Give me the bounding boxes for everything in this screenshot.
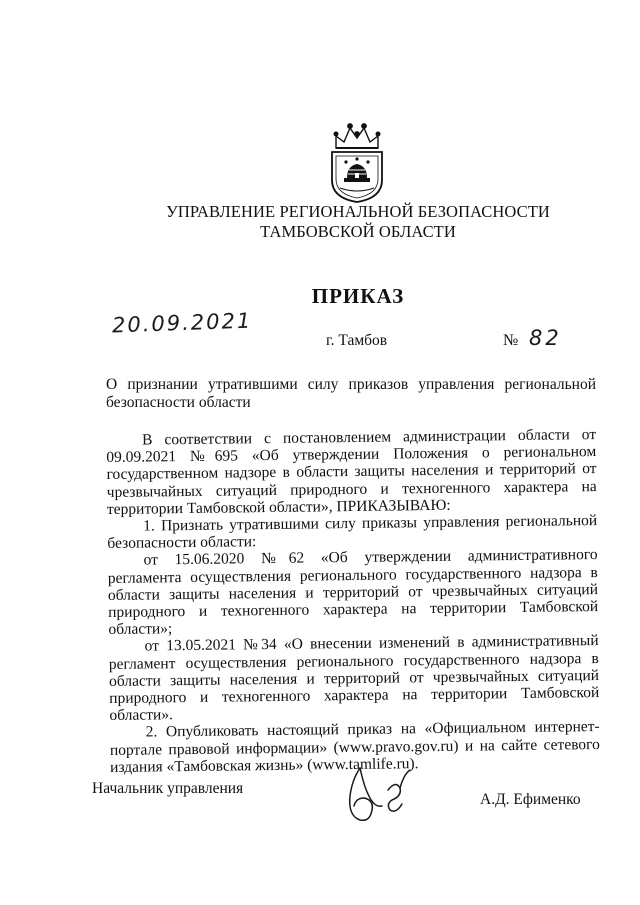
document-subject: О признании утратившими силу приказов управления региональной безопасности области (106, 376, 596, 411)
city: г. Тамбов (326, 332, 388, 349)
document-body (106, 426, 600, 776)
item-2-paragraph: 2. Опубликовать настоящий приказ на «Официальном интернет-портале правовой информации» (www.pravo.gov.ru) и на сайте сетевого издания «Тамбовская жизнь» (www.tamlife.ru). (109, 718, 600, 776)
handwritten-signature-icon (330, 760, 430, 830)
item-1a-paragraph: от 15.06.2020 №62 «Об утверждении административного регламента осуществления регионального государственного надзора в области защиты населения и территорий от чрезвычайных ситуаций природного и техногенного характера на территории Тамбовской области»; (107, 546, 599, 639)
handwritten-number: 82 (529, 326, 562, 350)
document-title: ПРИКАЗ (311, 284, 405, 308)
org-line-1: УПРАВЛЕНИЕ РЕГИОНАЛЬНОЙ БЕЗОПАСНОСТИ (166, 202, 550, 221)
organization-name (0, 202, 640, 242)
signatory-role: Начальник управления (92, 780, 244, 797)
tambov-region-coat-of-arms-icon (322, 118, 392, 204)
item-1b-paragraph: от 13.05.2021 №34 «О внесении изменений в административный регламент осуществления регионального государственного надзора в области защиты населения и территорий от чрезвычайных ситуаций природного и техногенного характера на территории Тамбовской области». (108, 632, 600, 725)
item-1-paragraph: 1. Признать утратившими силу приказы управления региональной безопасности области: (107, 512, 598, 553)
signatory-name: А.Д. Ефименко (480, 791, 581, 808)
preamble-paragraph: В соответствии с постановлением администрации области от 09.09.2021 №695 «Об утверждении Положения о региональном государственном надзоре в области защиты населения и территорий от чрезвычайных ситуаций природного и техногенного характера на территории Тамбовской области», ПРИКАЗЫВАЮ: (106, 426, 597, 518)
handwritten-date: 20.09.2021 (111, 308, 253, 338)
org-line-2: ТАМБОВСКОЙ ОБЛАСТИ (260, 222, 456, 241)
number-sign: № (503, 332, 519, 349)
